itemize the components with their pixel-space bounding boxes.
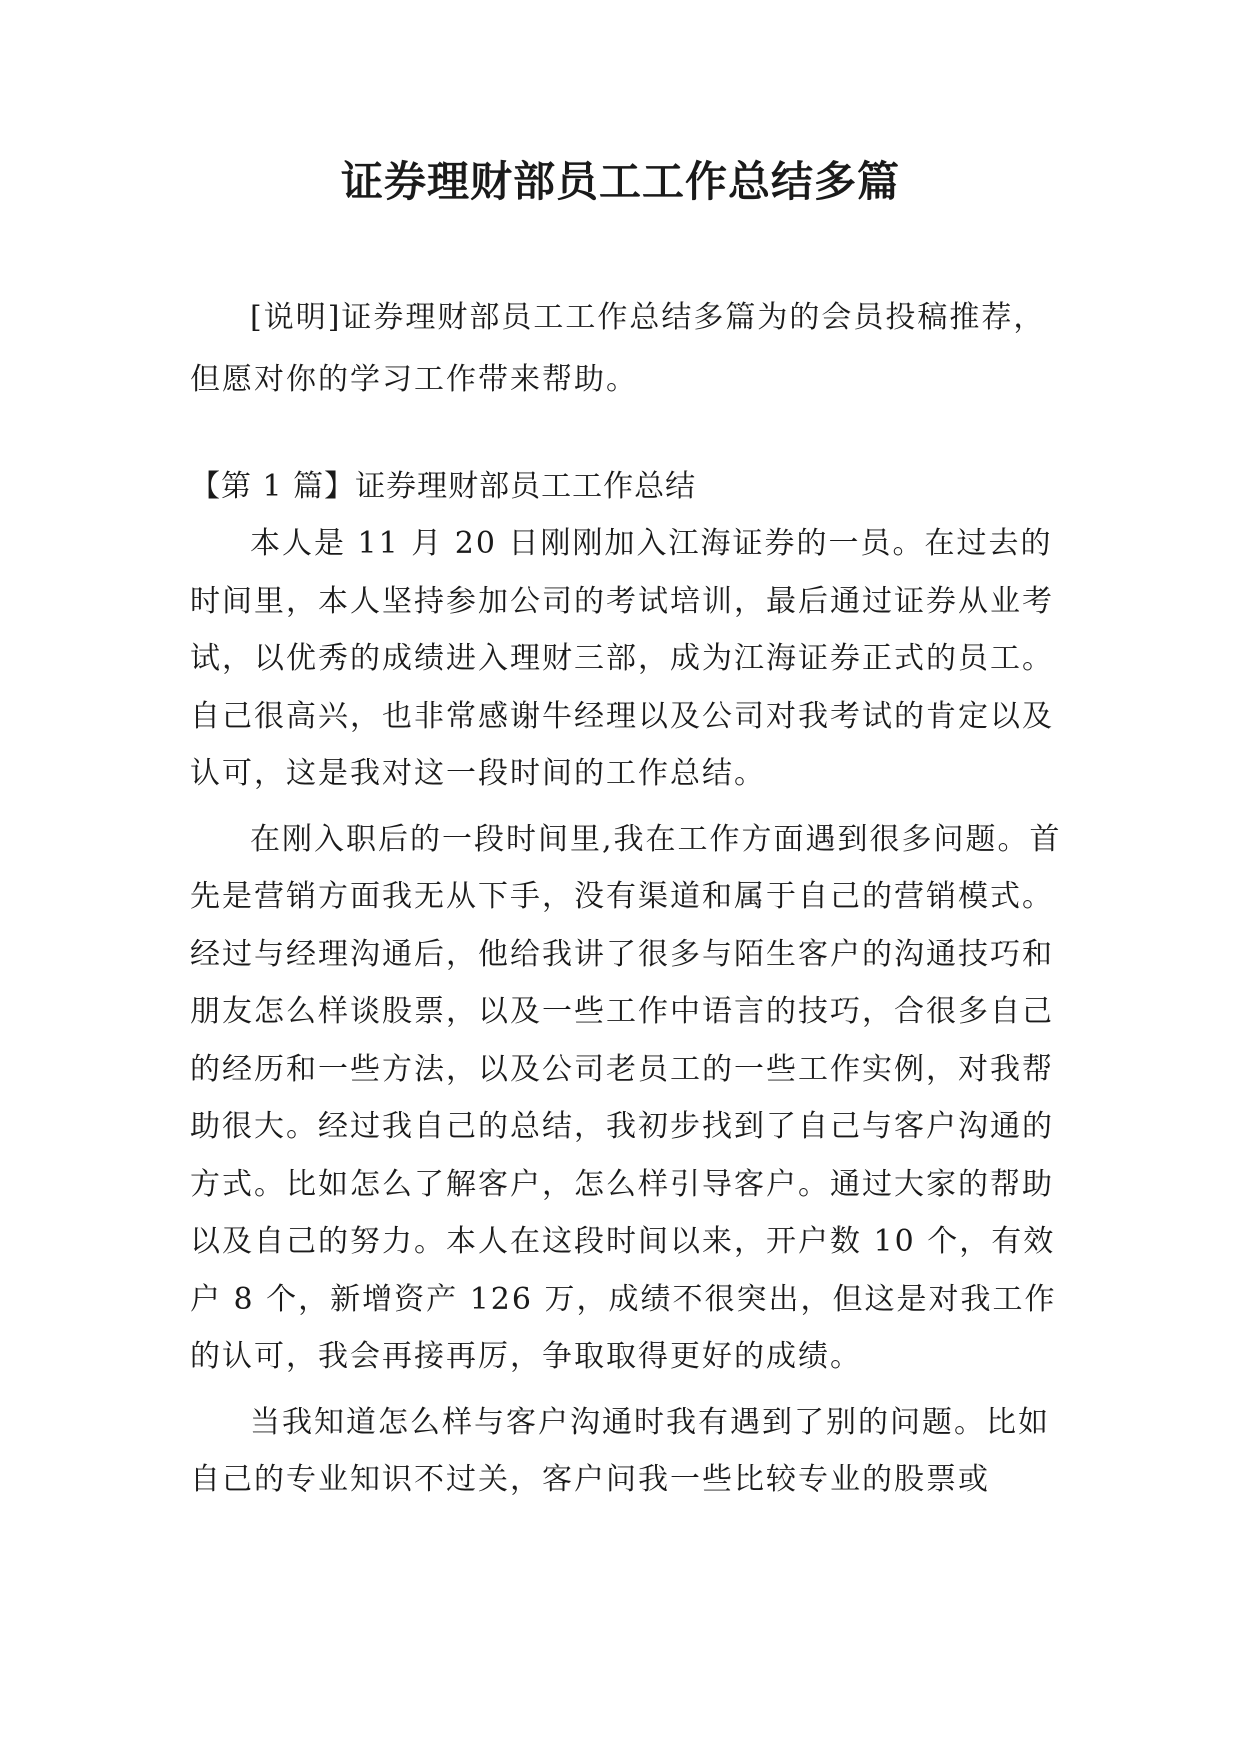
- section-heading: 【第 1 篇】证券理财部员工工作总结: [190, 469, 697, 504]
- body-paragraph: 在刚入职后的一段时间里,我在工作方面遇到很多问题。首先是营销方面我无从下手，没有渠道和属于自己的营销模式。经过与经理沟通后，他给我讲了很多与陌生客户的沟通技巧和朋友怎么样谈股票，以及一些工作中语言的技巧，合很多自己的经历和一些方法，以及公司老员工的一些工作实例，对我帮助很大。经过我自己的总结，我初步找到了自己与客户沟通的方式。比如怎么了解客户，怎么样引导客户。通过大家的帮助以及自己的努力。本人在这段时间以来，开户数 10 个，有效户 8 个，新增资产 126 万，成绩不很突出，但这是对我工作的认可，我会再接再厉，争取取得更好的成绩。: [190, 821, 1062, 1374]
- body-paragraph: 当我知道怎么样与客户沟通时我有遇到了别的问题。比如自己的专业知识不过关，客户问我一些比较专业的股票或: [190, 1404, 1050, 1497]
- intro-block: [190, 287, 1070, 411]
- document-title: 证券理财部员工工作总结多篇: [340, 157, 900, 206]
- article-body: [190, 515, 1070, 1509]
- intro-paragraph: [说明]证券理财部员工工作总结多篇为的会员投稿推荐，但愿对你的学习工作带来帮助。: [190, 300, 1046, 397]
- body-paragraph: 本人是 11 月 20 日刚刚加入江海证券的一员。在过去的时间里，本人坚持参加公司的考试培训，最后通过证券从业考试，以优秀的成绩进入理财三部，成为江海证券正式的员工。自己很高兴，也非常感谢牛经理以及公司对我考试的肯定以及认可，这是我对这一段时间的工作总结。: [190, 526, 1054, 791]
